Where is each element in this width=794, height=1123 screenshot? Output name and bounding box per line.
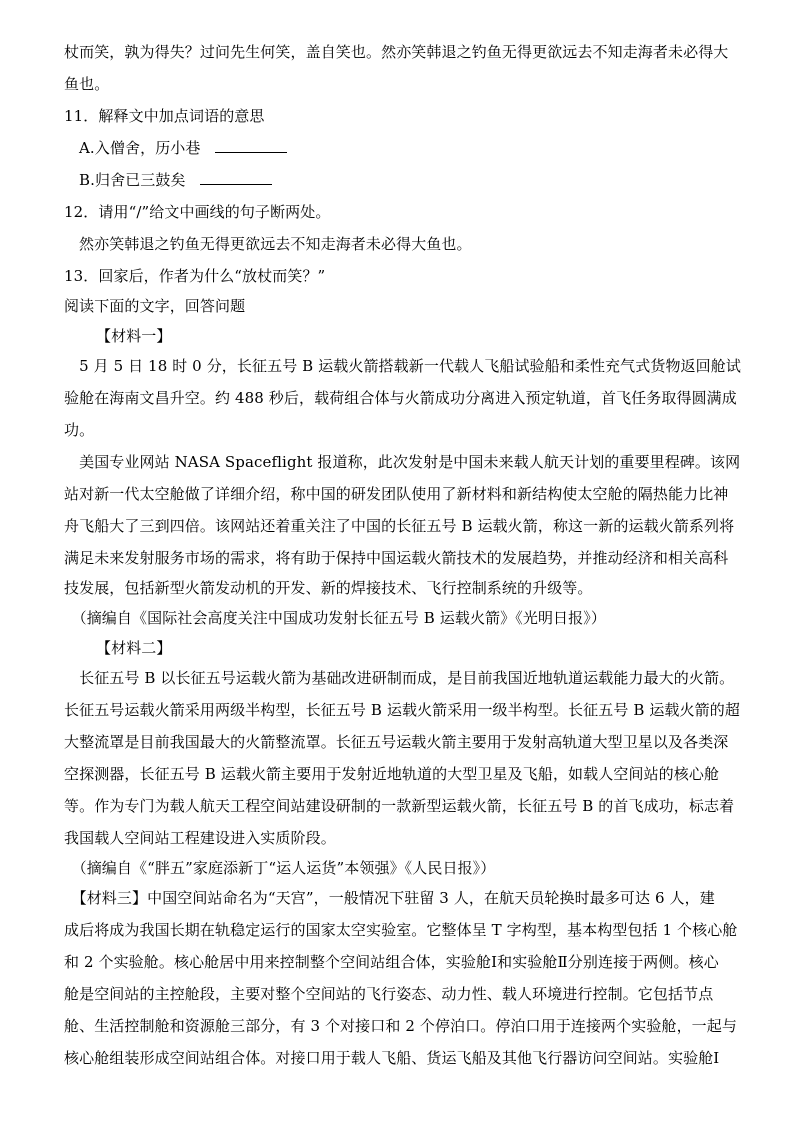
- material-3-line: 核心舱组装形成空间站组合体。对接口用于载人飞船、货运飞船及其他飞行器访问空间站。实验舱Ⅰ: [64, 1049, 720, 1067]
- material-2-source: （摘编自《“胖五”家庭添新丁“运人运货”本领强》《人民日报》）: [64, 859, 496, 877]
- question-13: 13．回家后，作者为什么“放杖而笑？”: [64, 267, 326, 285]
- material-1-source: （摘编自《国际社会高度关注中国成功发射长征五号 B 运载火箭》《光明日报》）: [64, 609, 606, 627]
- material-2-heading: 【材料二】: [96, 639, 172, 657]
- passage-line: 杖而笑，孰为得失？过问先生何笑，盖自笑也。然亦笑韩退之钓鱼无得更欲远去不知走海者未必得大: [64, 43, 729, 61]
- question-11: 11．解释文中加点词语的意思: [64, 107, 265, 125]
- material-1-line: 美国专业网站 NASA Spaceflight 报道称，此次发射是中国未来载人航天计划的重要里程碑。该网: [64, 453, 741, 471]
- material-1-heading: 【材料一】: [96, 327, 172, 345]
- material-3-line: 舱、生活控制舱和资源舱三部分，有 3 个对接口和 2 个停泊口。停泊口用于连接两个实验舱，一起与: [64, 1017, 737, 1035]
- question-11-a-text: A.入僧舍，历小巷: [79, 139, 201, 157]
- material-2-line: 我国载人空间站工程建设进入实质阶段。: [64, 829, 336, 847]
- material-2-line: 空探测器，长征五号 B 运载火箭主要用于发射近地轨道的大型卫星及飞船，如载人空间站的核心舱: [64, 765, 720, 783]
- material-3-line: 舱是空间站的主控舱段，主要对整个空间站的飞行姿态、动力性、载人环境进行控制。它包括节点: [64, 985, 714, 1003]
- material-1-line: 技发展，包括新型火箭发动机的开发、新的焊接技术、飞行控制系统的升级等。: [64, 579, 593, 597]
- material-2-line: 长征五号运载火箭采用两级半构型，长征五号 B 运载火箭采用一级半构型。长征五号 B 运载火箭的超: [64, 701, 740, 719]
- material-2-line: 大整流罩是目前我国最大的火箭整流罩。长征五号运载火箭主要用于发射高轨道大型卫星以及各类深: [64, 733, 729, 751]
- material-2-line: 长征五号 B 以长征五号运载火箭为基础改进研制而成，是目前我国近地轨道运载能力最大的火箭。: [64, 669, 735, 687]
- passage-line: 鱼也。: [64, 75, 110, 93]
- material-1-line: 舟飞船大了三到四倍。该网站还着重关注了中国的长征五号 B 运载火箭，称这一新的运载火箭系列将: [64, 517, 735, 535]
- material-1-line: 站对新一代太空舱做了详细介绍，称中国的研发团队使用了新材料和新结构使太空舱的隔热能力比神: [64, 485, 729, 503]
- question-12: 12．请用“/”给文中画线的句子断两处。: [64, 203, 331, 221]
- material-1-line: 功。: [64, 421, 95, 439]
- answer-blank[interactable]: [200, 170, 272, 185]
- reading-instruction: 阅读下面的文字，回答问题: [64, 297, 246, 315]
- material-3-line: 和 2 个实验舱。核心舱居中用来控制整个空间站组合体，实验舱Ⅰ和实验舱Ⅱ分别连接于两侧。核心: [64, 953, 719, 971]
- material-3-line: 【材料三】中国空间站命名为“天宫”，一般情况下驻留 3 人，在航天员轮换时最多可达 6 人，建: [64, 889, 715, 907]
- material-1-line: 满足未来发射服务市场的需求，将有助于保持中国运载火箭技术的发展趋势，并推动经济和相关高科: [64, 549, 729, 567]
- question-11-b-text: B.归舍已三鼓矣: [79, 171, 186, 189]
- question-12-sentence: 然亦笑韩退之钓鱼无得更欲远去不知走海者未必得大鱼也。: [79, 235, 472, 253]
- question-11-b: [79, 170, 769, 190]
- question-11-a: [79, 138, 769, 158]
- material-2-line: 等。作为专门为载人航天工程空间站建设研制的一款新型运载火箭，长征五号 B 的首飞成功，标志着: [64, 797, 735, 815]
- answer-blank[interactable]: [215, 138, 287, 153]
- material-1-line: 5 月 5 日 18 时 0 分，长征五号 B 运载火箭搭载新一代载人飞船试验船和柔性充气式货物返回舱试: [64, 357, 741, 375]
- material-3-line: 成后将成为我国长期在轨稳定运行的国家太空实验室。它整体呈 T 字构型，基本构型包括 1 个核心舱: [64, 921, 738, 939]
- material-1-line: 验舱在海南文昌升空。约 488 秒后，载荷组合体与火箭成功分离进入预定轨道，首飞任务取得圆满成: [64, 389, 737, 407]
